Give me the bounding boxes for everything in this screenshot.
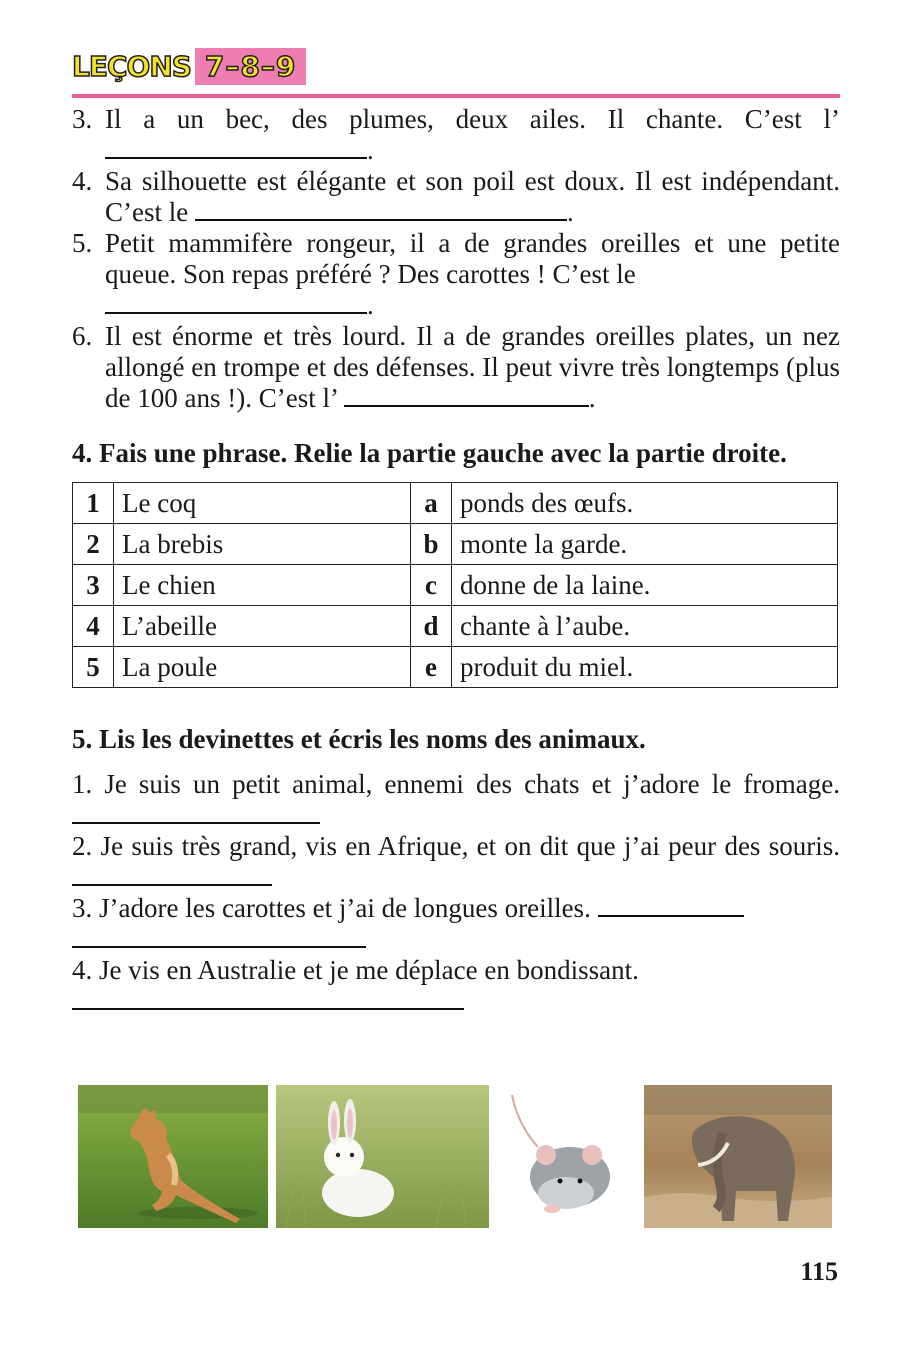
answer-blank[interactable] <box>344 385 589 407</box>
row-letter: e <box>411 647 452 688</box>
item-text: Il est énorme et très lourd. Il a de grandes oreilles plates, un nez allongé en trompe et des défenses. Il peut vivre très longtemps (plus de 100 ans !). C’est l’ <box>105 321 840 413</box>
right-part[interactable]: chante à l’aube. <box>452 606 838 647</box>
answer-blank[interactable] <box>598 895 744 917</box>
row-number: 5 <box>73 647 114 688</box>
answer-blank[interactable] <box>72 864 272 886</box>
answer-blank[interactable] <box>105 137 367 159</box>
answer-blank[interactable] <box>72 988 464 1010</box>
page-number: 115 <box>800 1257 838 1286</box>
answer-blank[interactable] <box>195 199 567 221</box>
item-end: . <box>566 197 574 227</box>
table-row <box>73 483 838 524</box>
item-end: . <box>367 290 374 320</box>
left-part[interactable]: Le coq <box>114 483 411 524</box>
kangaroo-image <box>78 1085 268 1228</box>
answer-blank-continued[interactable] <box>72 926 366 948</box>
row-number: 3 <box>73 565 114 606</box>
lessons-label: LEÇONS <box>72 49 191 83</box>
riddle-list <box>72 769 840 1017</box>
exercise-4-title: 4. Fais une phrase. Relie la partie gauche avec la partie droite. <box>72 438 787 468</box>
riddle-text: 3. J’adore les carottes et j’ai de longues oreilles. <box>72 893 591 923</box>
riddle-1 <box>72 769 840 831</box>
answer-blank[interactable] <box>105 292 367 314</box>
riddle-4 <box>72 955 840 1017</box>
riddle-text: 4. Je vis en Australie et je me déplace en bondissant. <box>72 955 639 985</box>
left-part[interactable]: La brebis <box>114 524 411 565</box>
item-number: 4. <box>72 166 93 196</box>
riddle-item-5 <box>72 228 840 321</box>
riddle-item-6 <box>72 321 840 414</box>
kangaroo-photo <box>78 1085 268 1228</box>
matching-table <box>72 482 838 688</box>
rabbit-image <box>276 1085 489 1228</box>
header-rule <box>72 94 840 98</box>
row-letter: b <box>411 524 452 565</box>
riddle-2 <box>72 831 840 893</box>
elephant-image <box>644 1085 832 1228</box>
item-text: Petit mammifère rongeur, il a de grandes oreilles et une petite queue. Son repas préféré ? Des carottes ! C’est le <box>105 228 840 289</box>
elephant-photo <box>644 1085 832 1228</box>
table-row <box>73 565 838 606</box>
right-part[interactable]: ponds des œufs. <box>452 483 838 524</box>
mouse-photo <box>500 1085 638 1228</box>
right-part[interactable]: produit du miel. <box>452 647 838 688</box>
item-number: 6. <box>72 321 93 351</box>
table-row <box>73 606 838 647</box>
mouse-image <box>500 1085 638 1228</box>
right-part[interactable]: donne de la laine. <box>452 565 838 606</box>
row-number: 1 <box>73 483 114 524</box>
riddle-item-4 <box>72 166 840 228</box>
item-number: 5. <box>72 228 93 258</box>
table-row <box>73 524 838 565</box>
lesson-header <box>72 44 306 88</box>
answer-blank[interactable] <box>72 802 320 824</box>
riddle-text: 2. Je suis très grand, vis en Afrique, et on dit que j’ai peur des souris. <box>72 831 840 861</box>
item-end: . <box>588 383 596 413</box>
item-end: . <box>367 135 374 165</box>
item-text: Il a un bec, des plumes, deux ailes. Il chante. C’est l’ <box>105 104 840 134</box>
riddle-text: 1. Je suis un petit animal, ennemi des chats et j’adore le fromage. <box>72 769 840 799</box>
riddle-item-3 <box>72 104 840 166</box>
table-row <box>73 647 838 688</box>
riddle-3 <box>72 893 840 955</box>
row-number: 4 <box>73 606 114 647</box>
row-letter: d <box>411 606 452 647</box>
left-part[interactable]: La poule <box>114 647 411 688</box>
left-part[interactable]: L’abeille <box>114 606 411 647</box>
item-number: 3. <box>72 104 93 134</box>
row-number: 2 <box>73 524 114 565</box>
item-text: Sa silhouette est élégante et son poil est doux. Il est indépendant. C’est le <box>105 166 840 227</box>
left-part[interactable]: Le chien <box>114 565 411 606</box>
page-content <box>72 104 840 1017</box>
exercise-5-title: 5. Lis les devinettes et écris les noms des animaux. <box>72 724 646 754</box>
lesson-numbers: 7–8–9 <box>195 48 306 85</box>
right-part[interactable]: monte la garde. <box>452 524 838 565</box>
row-letter: a <box>411 483 452 524</box>
animal-photos <box>78 1085 838 1230</box>
rabbit-photo <box>276 1085 489 1228</box>
row-letter: c <box>411 565 452 606</box>
